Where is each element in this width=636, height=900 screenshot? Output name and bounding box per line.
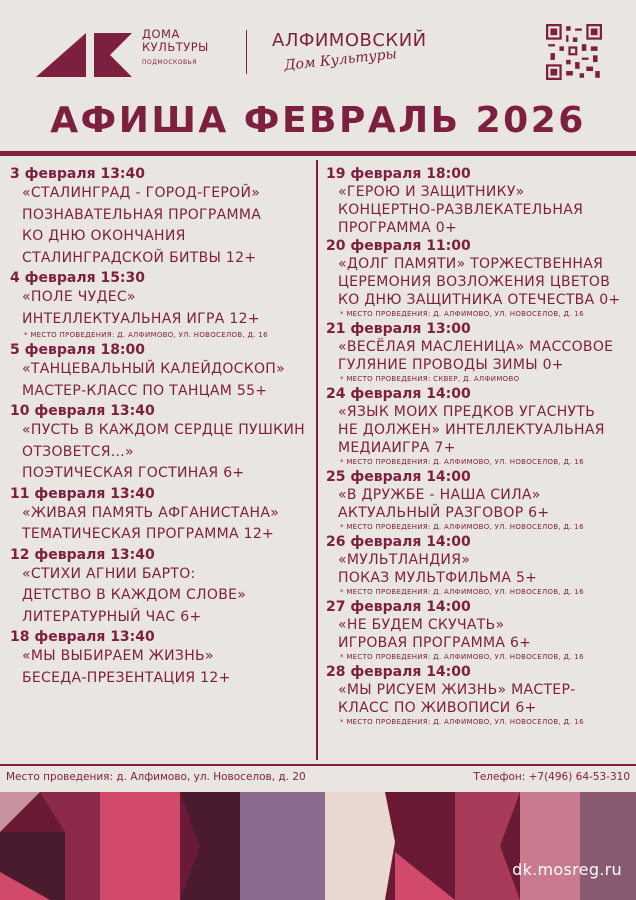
left-event	[10, 402, 310, 485]
event-venue-note: * МЕСТО ПРОВЕДЕНИЯ: СКВЕР, Д. АЛФИМОВО	[340, 375, 520, 383]
website-link[interactable]: dk.mosreg.ru	[512, 860, 622, 879]
event-date: 4 февраля 15:30	[10, 270, 146, 286]
event-date: 20 февраля 11:00	[326, 238, 471, 254]
event-description-line: КО ДНЮ ЗАЩИТНИКА ОТЕЧЕСТВА 0+	[338, 292, 621, 308]
event-venue-note: * МЕСТО ПРОВЕДЕНИЯ: Д. АЛФИМОВО, УЛ. НОВОСЕЛОВ, Д. 16	[340, 718, 584, 726]
event-venue-note: * МЕСТО ПРОВЕДЕНИЯ: Д. АЛФИМОВО, УЛ. НОВОСЕЛОВ, Д. 16	[340, 588, 584, 596]
event-description-line: «НЕ БУДЕМ СКУЧАТЬ»	[338, 617, 505, 633]
column-divider	[316, 160, 318, 760]
event-description-line: ТЕМАТИЧЕСКАЯ ПРОГРАММА 12+	[22, 526, 275, 542]
right-event	[326, 598, 626, 663]
event-description-line: МАСТЕР-КЛАСС ПО ТАНЦАМ 55+	[22, 382, 268, 399]
footer-address: Место проведения: д. Алфимово, ул. Новоселов, д. 20	[6, 771, 306, 783]
event-venue-note: * МЕСТО ПРОВЕДЕНИЯ: Д. АЛФИМОВО, УЛ. НОВОСЕЛОВ, Д. 16	[24, 331, 268, 339]
header	[0, 0, 636, 100]
event-description-line: «ПУСТЬ В КАЖДОМ СЕРДЦЕ ПУШКИН	[22, 422, 305, 438]
event-description-line: «СТАЛИНГРАД - ГОРОД-ГЕРОЙ»	[22, 185, 261, 201]
brand-sub: ПОДМОСКОВЬЯ	[142, 59, 197, 66]
left-event	[10, 546, 310, 629]
event-date: 3 февраля 13:40	[10, 166, 146, 182]
event-date: 26 февраля 14:00	[326, 534, 471, 550]
right-event	[326, 385, 626, 468]
event-description-line: КО ДНЮ ОКОНЧАНИЯ	[22, 228, 186, 244]
event-date: 19 февраля 18:00	[326, 166, 471, 182]
event-description-line: «МЫ ВЫБИРАЕМ ЖИЗНЬ»	[22, 648, 214, 664]
header-divider	[246, 30, 247, 74]
top-rule	[0, 151, 636, 156]
event-description-line: «ТАНЦЕВАЛЬНЫЙ КАЛЕЙДОСКОП»	[22, 361, 285, 377]
event-description-line: «ГЕРОЮ И ЗАЩИТНИКУ»	[338, 184, 525, 200]
event-description-line: ЦЕРЕМОНИЯ ВОЗЛОЖЕНИЯ ЦВЕТОВ	[338, 274, 611, 290]
left-event	[10, 628, 310, 689]
event-description-line: ДЕТСТВО В КАЖДОМ СЛОВЕ»	[22, 587, 247, 603]
event-description-line: ЛИТЕРАТУРНЫЙ ЧАС 6+	[22, 608, 202, 625]
event-description-line: «СТИХИ АГНИИ БАРТО:	[22, 565, 196, 582]
left-event	[10, 485, 310, 546]
event-venue-note: * МЕСТО ПРОВЕДЕНИЯ: Д. АЛФИМОВО, УЛ. НОВОСЕЛОВ, Д. 16	[340, 310, 584, 318]
brand-line1: ДОМА	[142, 27, 180, 41]
event-date: 12 февраля 13:40	[10, 546, 155, 563]
event-date: 28 февраля 14:00	[326, 664, 471, 680]
event-date: 27 февраля 14:00	[326, 599, 471, 615]
house-name: АЛФИМОВСКИЙ	[272, 30, 427, 51]
event-description-line: «ЯЗЫК МОИХ ПРЕДКОВ УГАСНУТЬ	[338, 404, 596, 420]
footer-info	[6, 771, 630, 783]
event-description-line: КОНЦЕРТНО-РАЗВЛЕКАТЕЛЬНАЯ	[338, 202, 584, 218]
right-event	[326, 533, 626, 598]
right-event	[326, 237, 626, 320]
right-event	[326, 663, 626, 728]
brand-name	[142, 28, 209, 69]
event-description-line: СТАЛИНГРАДСКОЙ БИТВЫ 12+	[22, 249, 257, 266]
event-date: 25 февраля 14:00	[326, 469, 471, 485]
left-event-column	[10, 165, 310, 689]
event-description-line: ПОКАЗ МУЛЬТФИЛЬМА 5+	[338, 570, 538, 586]
event-description-line: ПОЗНАВАТЕЛЬНАЯ ПРОГРАММА	[22, 206, 262, 223]
left-event	[10, 269, 310, 341]
poster-title: АФИША ФЕВРАЛЬ 2026	[50, 100, 586, 141]
event-description-line: БЕСЕДА-ПРЕЗЕНТАЦИЯ 12+	[22, 669, 231, 686]
event-description-line: КЛАСС ПО ЖИВОПИСИ 6+	[338, 700, 537, 716]
event-description-line: ПОЭТИЧЕСКАЯ ГОСТИНАЯ 6+	[22, 465, 245, 481]
event-description-line: ГУЛЯНИЕ ПРОВОДЫ ЗИМЫ 0+	[338, 357, 564, 373]
event-description-line: «В ДРУЖБЕ - НАША СИЛА»	[338, 487, 541, 503]
event-date: 21 февраля 13:00	[326, 321, 471, 337]
bottom-rule	[0, 764, 636, 766]
right-event	[326, 165, 626, 237]
left-event	[10, 165, 310, 269]
event-description-line: МЕДИАИГРА 7+	[338, 440, 456, 456]
event-description-line: ИГРОВАЯ ПРОГРАММА 6+	[338, 635, 532, 651]
event-description-line: НЕ ДОЛЖЕН» ИНТЕЛЛЕКТУАЛЬНАЯ	[338, 422, 605, 438]
brand-line2: КУЛЬТУРЫ	[142, 40, 209, 54]
left-event	[10, 341, 310, 402]
event-description-line: «ДОЛГ ПАМЯТИ» ТОРЖЕСТВЕННАЯ	[338, 256, 604, 272]
event-description-line: «МУЛЬТЛАНДИЯ»	[338, 552, 471, 568]
event-date: 10 февраля 13:40	[10, 403, 155, 419]
event-date: 11 февраля 13:40	[10, 485, 155, 502]
logo-icon	[36, 33, 132, 77]
event-date: 24 февраля 14:00	[326, 386, 471, 402]
event-date: 5 февраля 18:00	[10, 342, 146, 358]
decorative-mosaic	[0, 792, 636, 900]
event-description-line: «ЖИВАЯ ПАМЯТЬ АФГАНИСТАНА»	[22, 504, 280, 521]
right-event	[326, 320, 626, 385]
event-description-line: «ПОЛЕ ЧУДЕС»	[22, 289, 136, 305]
footer-phone: Телефон: +7(496) 64-53-310	[473, 771, 630, 783]
qr-code-icon	[546, 24, 602, 80]
event-description-line: ИНТЕЛЛЕКТУАЛЬНАЯ ИГРА 12+	[22, 310, 260, 327]
event-description-line: ОТЗОВЕТСЯ...»	[22, 443, 134, 460]
event-description-line: «МЫ РИСУЕМ ЖИЗНЬ» МАСТЕР-	[338, 682, 576, 698]
event-description-line: «ВЕСЁЛАЯ МАСЛЕНИЦА» МАССОВОЕ	[338, 339, 614, 355]
right-event	[326, 468, 626, 533]
house-script: Дом Культуры	[283, 46, 398, 74]
event-venue-note: * МЕСТО ПРОВЕДЕНИЯ: Д. АЛФИМОВО, УЛ. НОВОСЕЛОВ, Д. 16	[340, 523, 584, 531]
right-event-column	[326, 165, 626, 728]
event-venue-note: * МЕСТО ПРОВЕДЕНИЯ: Д. АЛФИМОВО, УЛ. НОВОСЕЛОВ, Д. 16	[340, 653, 584, 661]
event-date: 18 февраля 13:40	[10, 629, 155, 645]
event-description-line: ПРОГРАММА 0+	[338, 220, 457, 236]
event-venue-note: * МЕСТО ПРОВЕДЕНИЯ: Д. АЛФИМОВО, УЛ. НОВОСЕЛОВ, Д. 16	[340, 458, 584, 466]
event-description-line: АКТУАЛЬНЫЙ РАЗГОВОР 6+	[338, 505, 550, 521]
